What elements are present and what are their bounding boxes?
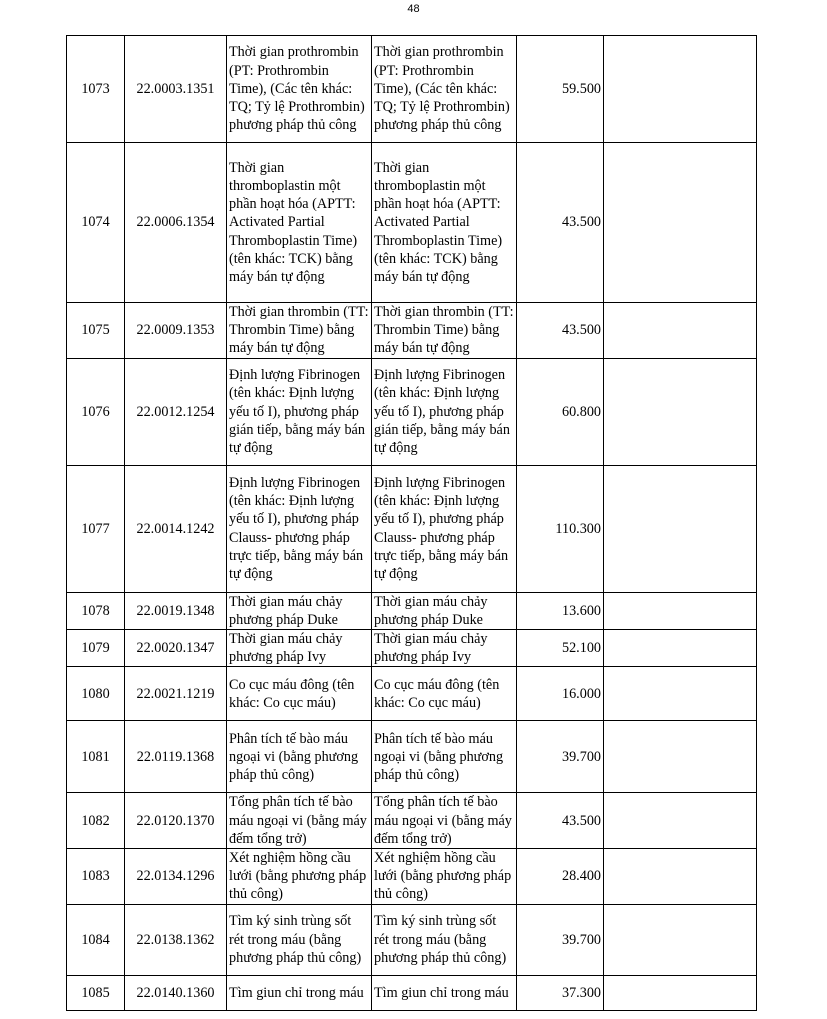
row-note [604,975,757,1010]
row-stt: 1076 [67,358,125,465]
row-stt: 1073 [67,36,125,143]
row-service-name: Tìm ký sinh trùng sốt rét trong máu (bằng phương pháp thủ công) [227,904,372,975]
row-code: 22.0009.1353 [125,303,227,359]
row-service-name-approved: Xét nghiệm hồng cầu lưới (bằng phương pháp thủ công) [372,849,517,905]
row-stt: 1085 [67,975,125,1010]
row-code: 22.0014.1242 [125,465,227,592]
row-stt: 1083 [67,849,125,905]
row-stt: 1075 [67,303,125,359]
row-code: 22.0120.1370 [125,793,227,849]
row-code: 22.0020.1347 [125,630,227,667]
row-price: 43.500 [517,303,604,359]
row-note [604,358,757,465]
row-stt: 1084 [67,904,125,975]
row-note [604,465,757,592]
table-row [67,143,757,303]
row-price: 39.700 [517,904,604,975]
row-service-name-approved: Thời gian máu chảy phương pháp Ivy [372,630,517,667]
row-note [604,303,757,359]
row-note [604,143,757,303]
row-price: 52.100 [517,630,604,667]
page-number: 48 [407,3,420,15]
row-price: 60.800 [517,358,604,465]
price-table [66,35,757,1011]
row-service-name-approved: Thời gian thrombin (TT: Thrombin Time) bằng máy bán tự động [372,303,517,359]
row-code: 22.0140.1360 [125,975,227,1010]
row-service-name: Định lượng Fibrinogen (tên khác: Định lượng yếu tố I), phương pháp Clauss- phương pháp trực tiếp, bằng máy bán tự động [227,465,372,592]
row-stt: 1081 [67,721,125,793]
row-price: 43.500 [517,793,604,849]
row-code: 22.0012.1254 [125,358,227,465]
row-note [604,793,757,849]
table-row [67,465,757,592]
row-service-name-approved: Phân tích tế bào máu ngoại vi (bằng phương pháp thủ công) [372,721,517,793]
row-stt: 1079 [67,630,125,667]
row-code: 22.0138.1362 [125,904,227,975]
table-row [67,36,757,143]
row-service-name: Tổng phân tích tế bào máu ngoại vi (bằng máy đếm tổng trở) [227,793,372,849]
row-service-name-approved: Thời gian prothrombin (PT: Prothrombin Time), (Các tên khác: TQ; Tỷ lệ Prothrombin) phương pháp thủ công [372,36,517,143]
row-price: 110.300 [517,465,604,592]
row-service-name-approved: Tìm giun chỉ trong máu [372,975,517,1010]
row-code: 22.0006.1354 [125,143,227,303]
row-service-name-approved: Định lượng Fibrinogen (tên khác: Định lượng yếu tố I), phương pháp gián tiếp, bằng máy bán tự động [372,358,517,465]
table-row [67,630,757,667]
row-service-name: Tìm giun chỉ trong máu [227,975,372,1010]
row-service-name: Thời gian thromboplastin một phần hoạt hóa (APTT: Activated Partial Thromboplastin Time) (tên khác: TCK) bằng máy bán tự động [227,143,372,303]
row-code: 22.0021.1219 [125,667,227,721]
row-code: 22.0119.1368 [125,721,227,793]
row-price: 13.600 [517,592,604,629]
row-price: 43.500 [517,143,604,303]
row-note [604,36,757,143]
row-note [604,630,757,667]
row-service-name-approved: Thời gian thromboplastin một phần hoạt hóa (APTT: Activated Partial Thromboplastin Time) (tên khác: TCK) bằng máy bán tự động [372,143,517,303]
row-price: 59.500 [517,36,604,143]
row-stt: 1077 [67,465,125,592]
row-note [604,849,757,905]
row-note [604,721,757,793]
row-service-name-approved: Thời gian máu chảy phương pháp Duke [372,592,517,629]
row-service-name: Xét nghiệm hồng cầu lưới (bằng phương pháp thủ công) [227,849,372,905]
table-row [67,904,757,975]
row-service-name: Thời gian máu chảy phương pháp Duke [227,592,372,629]
table-row [67,667,757,721]
row-note [604,667,757,721]
row-service-name-approved: Định lượng Fibrinogen (tên khác: Định lượng yếu tố I), phương pháp Clauss- phương pháp trực tiếp, bằng máy bán tự động [372,465,517,592]
table-row [67,303,757,359]
row-service-name: Thời gian thrombin (TT: Thrombin Time) bằng máy bán tự động [227,303,372,359]
table-row [67,592,757,629]
row-stt: 1074 [67,143,125,303]
table-row [67,975,757,1010]
table-row [67,793,757,849]
table-row [67,721,757,793]
row-service-name-approved: Tìm ký sinh trùng sốt rét trong máu (bằng phương pháp thủ công) [372,904,517,975]
row-service-name: Co cục máu đông (tên khác: Co cục máu) [227,667,372,721]
row-stt: 1078 [67,592,125,629]
row-service-name: Thời gian máu chảy phương pháp Ivy [227,630,372,667]
row-price: 39.700 [517,721,604,793]
row-stt: 1080 [67,667,125,721]
row-note [604,904,757,975]
row-code: 22.0019.1348 [125,592,227,629]
row-price: 16.000 [517,667,604,721]
row-service-name: Thời gian prothrombin (PT: Prothrombin Time), (Các tên khác: TQ; Tỷ lệ Prothrombin) phương pháp thủ công [227,36,372,143]
row-price: 37.300 [517,975,604,1010]
row-note [604,592,757,629]
row-service-name: Định lượng Fibrinogen (tên khác: Định lượng yếu tố I), phương pháp gián tiếp, bằng máy bán tự động [227,358,372,465]
row-service-name-approved: Co cục máu đông (tên khác: Co cục máu) [372,667,517,721]
row-code: 22.0134.1296 [125,849,227,905]
row-service-name-approved: Tổng phân tích tế bào máu ngoại vi (bằng máy đếm tổng trở) [372,793,517,849]
row-stt: 1082 [67,793,125,849]
row-service-name: Phân tích tế bào máu ngoại vi (bằng phương pháp thủ công) [227,721,372,793]
row-code: 22.0003.1351 [125,36,227,143]
row-price: 28.400 [517,849,604,905]
table-row [67,358,757,465]
table-row [67,849,757,905]
